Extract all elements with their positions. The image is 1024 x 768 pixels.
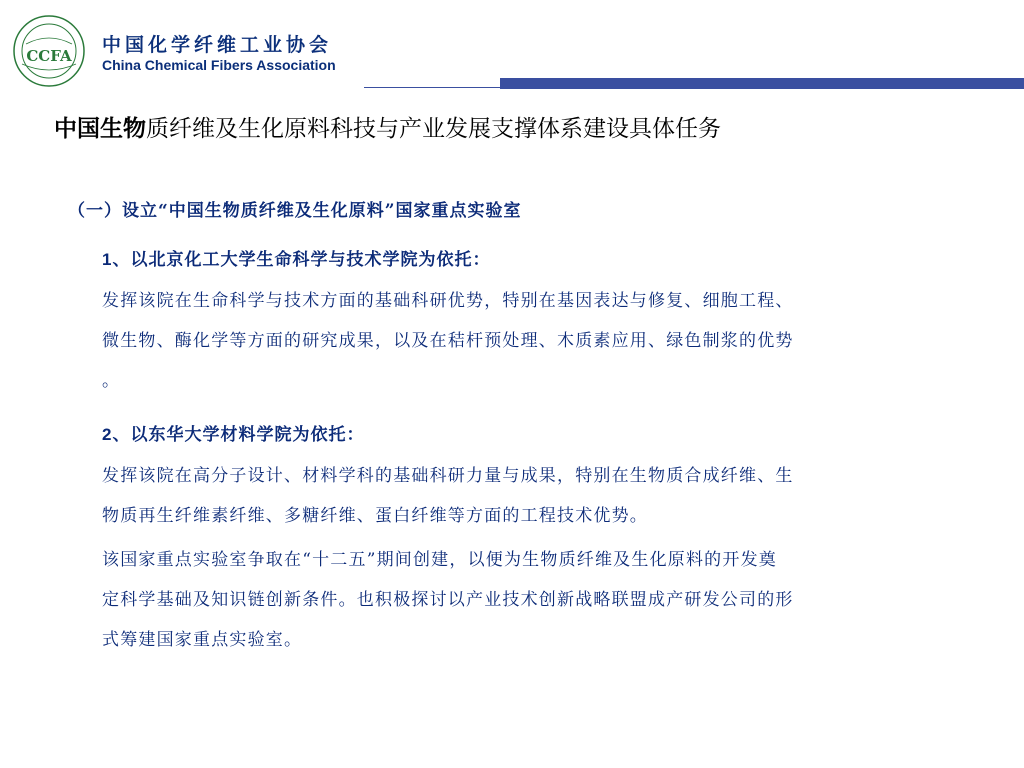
item-heading-text: 、以北京化工大学生命科学与技术学院为依托： (112, 250, 491, 270)
item-paragraph-1 (102, 281, 968, 401)
slide-title-bold: 中国生物 (54, 116, 146, 142)
item-paragraph-2 (102, 456, 968, 536)
org-name-cn: 中国化学纤维工业协会 (102, 34, 333, 56)
paragraph-line: 。 (102, 371, 121, 391)
paragraph-line: 式筹建国家重点实验室。 (102, 630, 303, 650)
paragraph-line: 发挥该院在高分子设计、材料学科的基础科研力量与成果，特别在生物质合成纤维、生 (102, 466, 794, 486)
paragraph-line: 微生物、酶化学等方面的研究成果，以及在秸杆预处理、木质素应用、绿色制浆的优势 (102, 331, 794, 351)
item-heading-2 (102, 420, 364, 445)
paragraph-line: 物质再生纤维素纤维、多糖纤维、蛋白纤维等方面的工程技术优势。 (102, 506, 648, 526)
org-name-en: China Chemical Fibers Association (102, 57, 336, 73)
section-heading: （一）设立“中国生物质纤维及生化原料”国家重点实验室 (68, 201, 522, 221)
paragraph-line: 该国家重点实验室争取在“十二五”期间创建，以便为生物质纤维及生化原料的开发奠 (102, 550, 777, 570)
item-number: 1 (102, 250, 113, 269)
paragraph-line: 发挥该院在生命科学与技术方面的基础科研优势，特别在基因表达与修复、细胞工程、 (102, 291, 794, 311)
item-heading-text: 、以东华大学材料学院为依托： (112, 425, 365, 445)
paragraph-line: 定科学基础及知识链创新条件。也积极探讨以产业技术创新战略联盟成产研发公司的形 (102, 590, 794, 610)
item-number: 2 (102, 425, 113, 444)
slide-title-rest: 质纤维及生化原料科技与产业发展支撑体系建设具体任务 (146, 116, 721, 142)
item-heading-1 (102, 245, 490, 270)
logo-text: CCFA (26, 47, 72, 65)
closing-paragraph (102, 540, 968, 660)
